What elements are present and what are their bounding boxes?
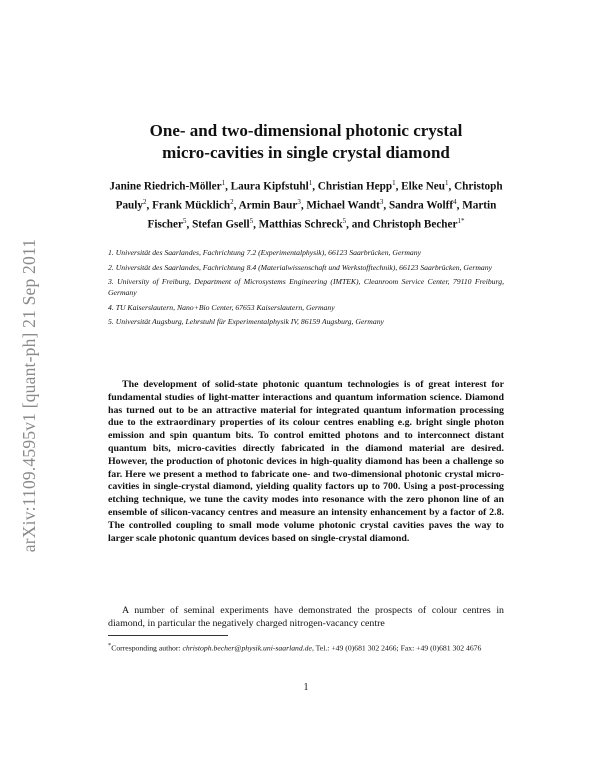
abstract: The development of solid-state photonic quantum technologies is of great interest for fundamental studies of light-matter interactions and quantum information science. Diamond has turned out to be an attractive material for integrated quantum information processing due to the extraordinary properties of its colour centres enabling e.g. bright single photon emission and spin quantum bits. To control emitted photons and to interconnect distant quantum bits, micro-cavities directly fabricated in the diamond material are desired. However, the production of photonic devices in high-quality diamond has been a challenge so far. Here we present a method to fabricate one- and two-dimensional photonic crystal micro-cavities in single-crystal diamond, yielding quality factors up to 700. Using a post-processing etching technique, we tune the cavity modes into resonance with the zero phonon line of an ensemble of silicon-vacancy centres and measure an intensity enhancement by a factor of 2.8. The controlled coupling to small mode volume photonic crystal cavities paves the way to larger scale photonic quantum devices based on single-crystal diamond.: [108, 379, 504, 544]
author-name: Matthias Schreck: [258, 218, 343, 231]
author-name: Janine Riedrich-Möller: [109, 180, 222, 193]
footnote: [108, 640, 504, 654]
author-affiliation-mark: 2: [142, 198, 147, 207]
author-affiliation-mark: 5: [342, 217, 347, 226]
affiliation-item: 1. Universität des Saarlandes, Fachrichtung 7.2 (Experimentalphysik), 66123 Saarbrücken, Germany: [108, 248, 421, 257]
author-affiliation-mark: 5: [182, 217, 187, 226]
author-separator: ,: [383, 199, 389, 212]
author-separator: ,: [300, 199, 307, 212]
author-separator: ,: [312, 180, 318, 193]
author-separator: , and: [346, 218, 373, 231]
author-separator: ,: [395, 180, 402, 193]
affiliation-list: [108, 247, 504, 331]
page-number: 1: [303, 682, 309, 693]
author-separator: ,: [448, 180, 455, 193]
footnote-email: christoph.becher@physik.uni-saarland.de: [182, 643, 312, 653]
author-separator: ,: [186, 218, 193, 231]
affiliation-item: 2. Universität des Saarlandes, Fachrichtung 8.4 (Materialwissenschaft und Werkstofftechnik), 66123 Saarbrücken, Germany: [108, 262, 493, 272]
author-list: [108, 176, 504, 233]
arxiv-stamp-text: arXiv:1109.4595v1 [quant-ph] 21 Sep 2011: [19, 238, 40, 552]
author-affiliation-mark: 3: [379, 198, 384, 207]
author-name: Christian Hepp: [317, 180, 393, 193]
author-name: Laura Kipfstuhl: [230, 180, 309, 193]
author-affiliation-mark: 1*: [457, 217, 465, 226]
paper-title: [108, 120, 504, 164]
author-affiliation-mark: 1: [221, 179, 226, 187]
author-affiliation-mark: 3: [297, 198, 301, 207]
author-separator: ,: [456, 199, 463, 212]
author-name: Elke Neu: [401, 180, 445, 193]
author-name: Sandra Wolff: [388, 199, 454, 212]
title-line-1: One- and two-dimensional photonic crystal: [149, 121, 463, 140]
author-affiliation-mark: 1: [392, 179, 396, 187]
author-name: Michael Wandt: [306, 199, 380, 212]
author-name: Christoph Pauly: [115, 180, 503, 212]
footnote-label: Corresponding author:: [111, 643, 183, 653]
arxiv-stamp: [12, 205, 48, 585]
footnote-contact: , Tel.: +49 (0)681 302 2466; Fax: +49 (0)681 302 4676: [311, 643, 482, 653]
author-separator: ,: [225, 180, 231, 193]
author-affiliation-mark: 1: [445, 179, 449, 187]
affiliation-item: 3. University of Freiburg, Department of Microsystems Engineering (IMTEK), Cleanroom Service Center, 79110 Freiburg, Germany: [108, 277, 504, 297]
author-affiliation-mark: 5: [249, 217, 254, 226]
author-name: Christoph Becher: [372, 218, 458, 231]
title-line-2: micro-cavities in single crystal diamond: [162, 143, 450, 162]
author-separator: ,: [253, 218, 259, 231]
footnote-mark: *: [108, 642, 112, 649]
author-affiliation-mark: 2: [230, 198, 234, 207]
author-name: Armin Baur: [238, 199, 298, 212]
author-separator: ,: [233, 199, 239, 212]
author-name: Stefan Gsell: [192, 218, 250, 231]
author-separator: ,: [146, 199, 153, 212]
affiliation-item: 5. Universität Augsburg, Lehrstuhl für Experimentalphysik IV, 86159 Augsburg, Germany: [108, 317, 384, 326]
author-affiliation-mark: 1: [308, 179, 313, 187]
author-name: Frank Mücklich: [152, 199, 231, 212]
body-paragraph: A number of seminal experiments have demonstrated the prospects of colour centres in diamond, in particular the negatively charged nitrogen-vacancy centre: [108, 605, 504, 629]
author-affiliation-mark: 4: [453, 198, 457, 207]
affiliation-item: 4. TU Kaiserslautern, Nano+Bio Center, 67653 Kaiserslautern, Germany: [108, 302, 335, 312]
footnote-rule: [108, 635, 228, 636]
author-name: Martin Fischer: [147, 199, 497, 231]
